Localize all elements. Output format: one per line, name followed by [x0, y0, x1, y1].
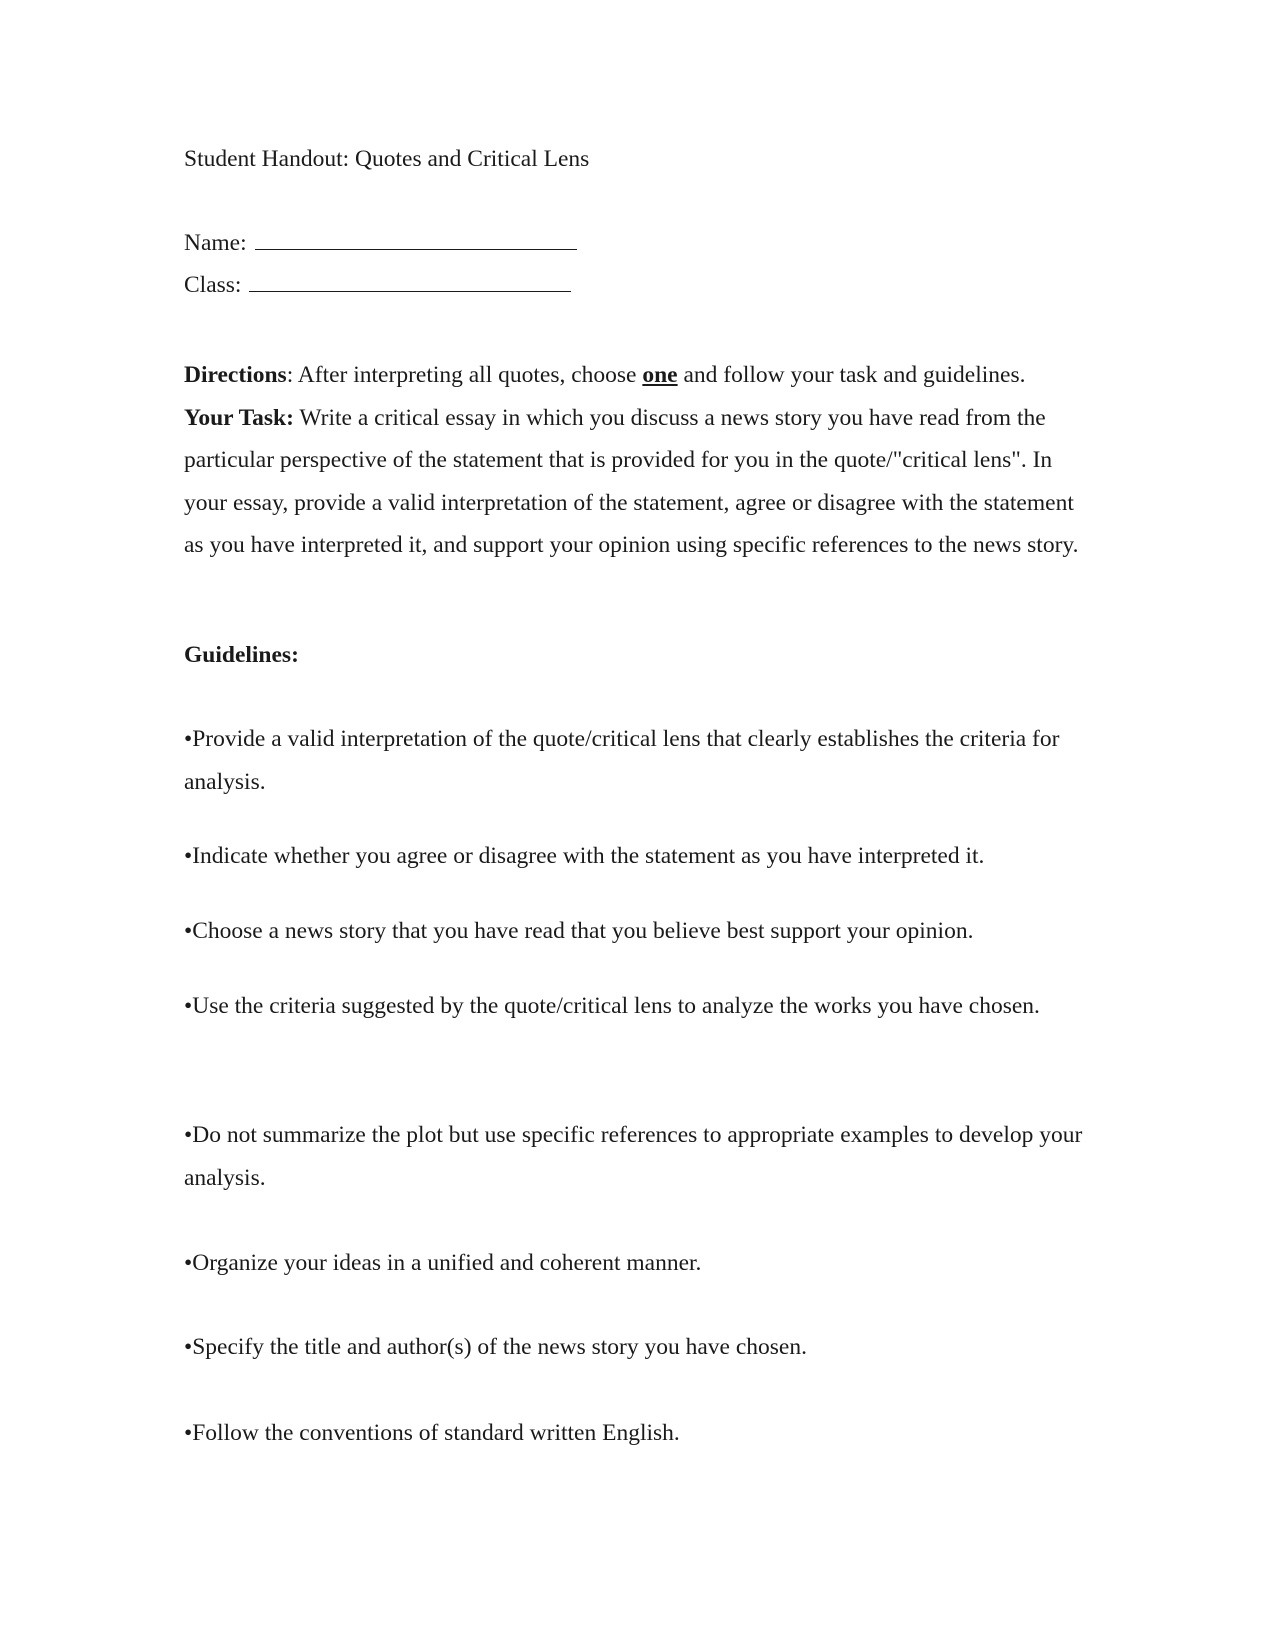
guidelines-heading: Guidelines: — [184, 642, 299, 668]
guideline-item: •Indicate whether you agree or disagree with the statement as you have interpreted it. — [184, 843, 985, 869]
directions-emphasis: one — [642, 362, 678, 388]
guideline-item: •Specify the title and author(s) of the news story you have chosen. — [184, 1334, 807, 1360]
class-blank-line[interactable] — [249, 275, 571, 292]
guideline-item: •Choose a news story that you have read that you believe best support your opinion. — [184, 918, 974, 944]
directions-paragraph — [184, 354, 1084, 397]
name-field — [184, 230, 577, 257]
guideline-item: •Use the criteria suggested by the quote/critical lens to analyze the works you have chosen. — [184, 993, 1040, 1019]
directions-text-after: and follow your task and guidelines. — [677, 362, 1026, 388]
task-text: Write a critical essay in which you discuss a news story you have read from the particular perspective of the statement that is provided for you in the quote/"critical lens". In your essay, provide a valid interpretation of the statement, agree or disagree with the statement as you have interpreted it, and support your opinion using specific references to the news story. — [184, 404, 1079, 559]
guideline-item: •Provide a valid interpretation of the quote/critical lens that clearly establishes the criteria for analysis. — [184, 726, 1060, 795]
name-label: Name: — [184, 230, 247, 256]
class-field — [184, 272, 571, 299]
class-label: Class: — [184, 272, 242, 298]
guideline-item: •Organize your ideas in a unified and coherent manner. — [184, 1250, 702, 1276]
handout-title: Student Handout: Quotes and Critical Lens — [184, 146, 590, 172]
directions-label: Directions — [184, 362, 287, 388]
task-paragraph — [184, 397, 1084, 567]
directions-block — [184, 354, 1084, 567]
guideline-item: •Do not summarize the plot but use specific references to appropriate examples to develop your analysis. — [184, 1122, 1083, 1191]
task-label: Your Task: — [184, 404, 294, 431]
guideline-item: •Follow the conventions of standard written English. — [184, 1420, 680, 1446]
name-blank-line[interactable] — [255, 233, 577, 250]
directions-text-before: : After interpreting all quotes, choose — [286, 362, 643, 388]
